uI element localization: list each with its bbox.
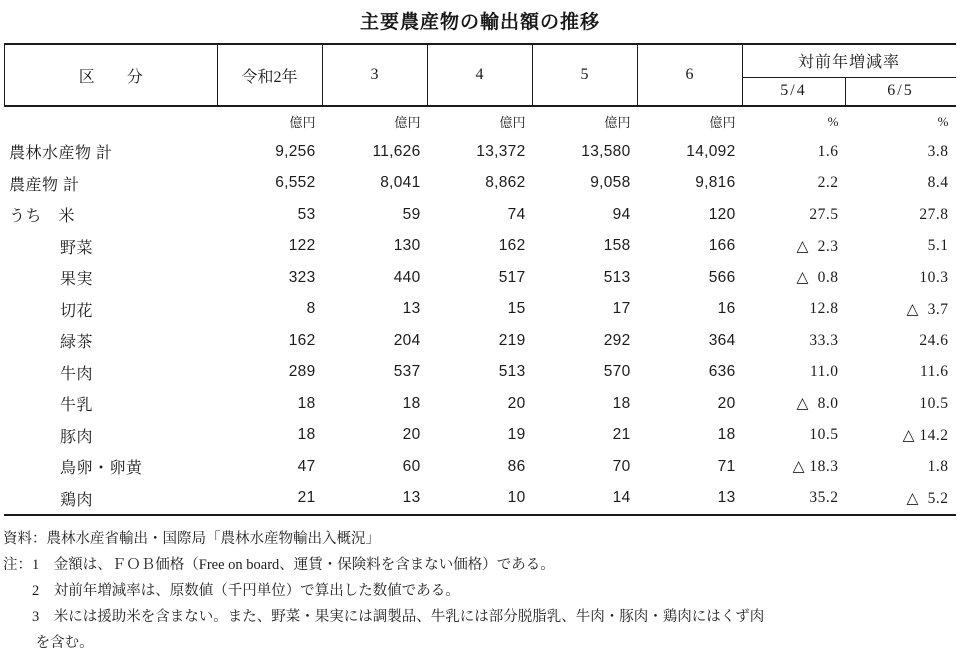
row-label: 牛乳 [60,397,94,415]
rate-cell: 27.5 [809,205,839,223]
units-row [4,107,956,136]
row-label: 鳥卵・卵黄 [60,460,143,478]
amount-cell: 18 [612,394,631,412]
amount-cell: 9,816 [695,174,736,192]
amount-cell: 513 [498,363,526,381]
amount-cell: 21 [612,426,631,444]
row-label: 果実 [60,271,94,289]
header-year-cell: 3 [323,45,428,105]
amount-cell: 162 [288,331,316,349]
amount-cell: 13,372 [476,142,526,160]
rate-cell: 24.6 [919,331,949,349]
rate-cell: 10.5 [809,426,839,444]
amount-cell: 219 [498,331,526,349]
amount-cell: 8 [306,300,316,318]
rate-cell: △ 0.8 [796,269,839,287]
unit-cell: 億円 [394,115,421,130]
amount-cell: 566 [708,268,736,286]
amount-cell: 8,862 [485,174,526,192]
table-row [4,388,956,420]
amount-cell: 6,552 [275,174,316,192]
amount-cell: 13 [402,300,421,318]
amount-cell: 570 [603,363,631,381]
amount-cell: 9,256 [275,142,316,160]
row-label: 農産物 計 [9,176,80,194]
amount-cell: 162 [498,237,526,255]
amount-cell: 11,626 [372,142,421,160]
amount-cell: 59 [402,205,421,223]
footer [3,526,956,656]
amount-cell: 18 [297,394,316,412]
amount-cell: 18 [402,394,421,412]
amount-cell: 70 [612,457,631,475]
row-label: うち 米 [9,208,76,226]
amount-cell: 9,058 [590,174,631,192]
table-row [4,168,956,200]
header-category-cell: 区 分 [5,45,218,105]
rate-cell: △ 5.2 [906,489,949,507]
rate-cell: △ 14.2 [902,426,949,444]
header-rate-subcell: 5/4 [743,78,846,106]
amount-cell: 16 [717,300,736,318]
amount-cell: 513 [603,268,631,286]
rate-cell: 33.3 [809,331,839,349]
amount-cell: 71 [717,457,736,475]
amount-cell: 323 [288,268,316,286]
rate-cell: △ 3.7 [906,300,949,318]
amount-cell: 10 [507,489,526,507]
amount-cell: 53 [297,205,316,223]
rate-cell: △ 8.0 [796,395,839,413]
table-row [4,357,956,389]
amount-cell: 289 [288,363,316,381]
amount-cell: 15 [507,300,526,318]
note-line: を含む。 [3,635,94,651]
table-row [4,483,956,515]
amount-cell: 20 [717,394,736,412]
header-rate-group [743,45,956,105]
rate-cell: 12.8 [809,300,839,318]
row-label: 牛肉 [60,365,94,383]
amount-cell: 47 [297,457,316,475]
rate-cell: 5.1 [927,237,949,255]
rate-cell: 27.8 [919,205,949,223]
amount-cell: 60 [402,457,421,475]
source-line: 資料：農林水産省輸出・国際局「農林水産物輸出入概況」 [3,531,380,547]
amount-cell: 14,092 [686,142,736,160]
rate-cell: 3.8 [927,142,949,160]
rate-cell: 2.2 [817,174,839,192]
amount-cell: 13,580 [581,142,631,160]
row-label: 農林水産物 計 [9,145,113,163]
unit-cell: 億円 [499,115,526,130]
amount-cell: 13 [717,489,736,507]
table-row [4,231,956,263]
row-label: 緑茶 [60,334,94,352]
table-row [4,199,956,231]
rate-cell: △ 18.3 [792,458,839,476]
amount-cell: 8,041 [380,174,421,192]
unit-cell: 億円 [709,115,736,130]
header-year-cell: 4 [428,45,533,105]
unit-cell: 億円 [604,115,631,130]
table-row [4,136,956,168]
amount-cell: 120 [708,205,736,223]
amount-cell: 14 [612,489,631,507]
page-title: 主要農産物の輸出額の推移 [359,12,600,33]
rate-cell: 35.2 [809,489,839,507]
table-row [4,262,956,294]
amount-cell: 440 [393,268,421,286]
amount-cell: 158 [603,237,631,255]
table-row [4,325,956,357]
amount-cell: 517 [498,268,526,286]
header-rate-subrow [743,78,956,106]
amount-cell: 166 [708,237,736,255]
row-label: 切花 [60,302,94,320]
amount-cell: 13 [402,489,421,507]
export-table [4,43,956,516]
rate-cell: 10.5 [919,394,949,412]
amount-cell: 86 [507,457,526,475]
header-year-cell: 6 [638,45,743,105]
table-row [4,420,956,452]
header-year-cell: 令和2年 [218,45,323,105]
amount-cell: 18 [717,426,736,444]
amount-cell: 636 [708,363,736,381]
rate-cell: 8.4 [927,174,949,192]
unit-cell: % [827,113,839,129]
amount-cell: 21 [297,489,316,507]
table-row [4,294,956,326]
amount-cell: 130 [393,237,421,255]
rate-cell: 11.0 [809,363,839,381]
amount-cell: 364 [708,331,736,349]
unit-cell: 億円 [289,115,316,130]
rate-cell: 11.6 [919,363,949,381]
table-header [4,43,956,107]
row-label: 豚肉 [60,428,94,446]
amount-cell: 74 [507,205,526,223]
unit-cell: % [937,113,949,129]
header-rate-subcell: 6/5 [887,82,914,100]
amount-cell: 537 [393,363,421,381]
header-rate-group-label: 対前年増減率 [743,45,956,78]
amount-cell: 19 [507,426,526,444]
amount-cell: 20 [507,394,526,412]
amount-cell: 122 [288,237,316,255]
table-row [4,451,956,483]
amount-cell: 18 [297,426,316,444]
rate-cell: 1.6 [817,142,839,160]
amount-cell: 20 [402,426,421,444]
note-line: 3 米には援助米を含まない。また、野菜・果実には調製品、牛乳には部分脱脂乳、牛肉・豚肉・鶏肉にはくず肉 [3,609,765,625]
note-line: 2 対前年増減率は、原数値（千円単位）で算出した数値である。 [3,583,460,599]
table-body [4,136,956,516]
amount-cell: 94 [612,205,631,223]
amount-cell: 17 [612,300,631,318]
rate-cell: △ 2.3 [796,237,839,255]
row-label: 野菜 [60,239,94,257]
amount-cell: 204 [393,331,421,349]
header-year-cell: 5 [533,45,638,105]
row-label: 鶏肉 [60,491,94,509]
rate-cell: 1.8 [927,457,949,475]
amount-cell: 292 [603,331,631,349]
rate-cell: 10.3 [919,268,949,286]
note-line: 注：1 金額は、ＦＯＢ価格（Free on board、運賃・保険料を含まない価格）である。 [3,557,555,573]
